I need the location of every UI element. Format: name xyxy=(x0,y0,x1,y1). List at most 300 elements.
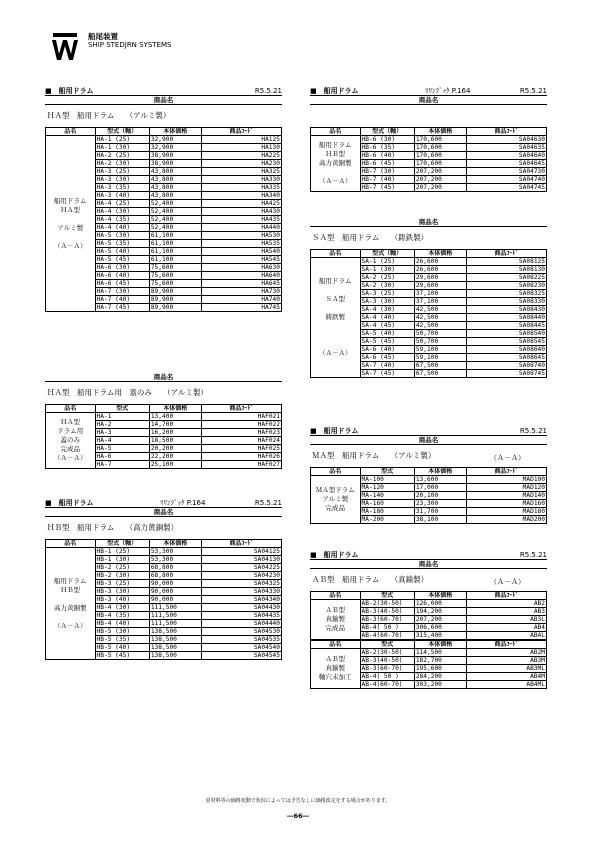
type-cell: HA-6 (30) xyxy=(95,264,149,272)
code-cell: HA430 xyxy=(201,208,281,216)
table-header-row xyxy=(311,250,547,258)
type-cell: AB-2(30-50) xyxy=(360,649,414,657)
col-type: 型式 xyxy=(360,641,414,649)
type-cell: HB-6 (30) xyxy=(360,136,414,144)
type-cell: HA-3 (30) xyxy=(95,176,149,184)
price-cell: 59,100 xyxy=(414,354,466,362)
item-label-line: 軸穴未加工 xyxy=(319,673,352,681)
item-label-line: （Ａ－Ａ） xyxy=(319,177,352,185)
price-cell: 20,200 xyxy=(149,445,201,453)
col-price: 本体価格 xyxy=(149,128,201,136)
col-price: 本体価格 xyxy=(414,128,466,136)
code-cell: HA540 xyxy=(201,248,281,256)
price-cell: 43,800 xyxy=(149,176,201,184)
item-label-line xyxy=(312,168,359,177)
code-cell: HA335 xyxy=(201,184,281,192)
price-cell: 20,100 xyxy=(414,492,466,500)
code-cell: HA125 xyxy=(201,136,281,144)
price-cell: 38,900 xyxy=(149,152,201,160)
code-cell: SA08325 xyxy=(466,290,546,298)
price-cell: 170,600 xyxy=(414,136,466,144)
code-cell: SA08440 xyxy=(466,314,546,322)
price-cell: 59,100 xyxy=(414,346,466,354)
type-cell: SA-4 (45) xyxy=(360,322,414,330)
price-cell: 194,200 xyxy=(414,608,466,616)
col-type: 型式（軸） xyxy=(95,128,149,136)
item-label-line: 真鍮製 xyxy=(325,664,346,672)
code-cell: HAF024 xyxy=(201,437,281,445)
price-cell: 32,900 xyxy=(149,136,201,144)
price-table xyxy=(310,249,547,378)
price-cell: 29,600 xyxy=(414,274,466,282)
code-cell: HA740 xyxy=(201,296,281,304)
item-label-cell xyxy=(311,600,361,640)
type-cell: HB-2 (30) xyxy=(95,572,149,580)
type-cell: HA-7 (40) xyxy=(95,296,149,304)
code-cell: HA530 xyxy=(201,232,281,240)
col-code: 商品ｺｰﾄﾞ xyxy=(466,641,546,649)
page-number: ―66― xyxy=(286,812,310,820)
type-cell: HB-5 (40) xyxy=(95,644,149,652)
col-price: 本体価格 xyxy=(149,405,201,413)
price-cell: 37,100 xyxy=(414,290,466,298)
code-cell: SA04740 xyxy=(466,176,546,184)
code-cell: MAD140 xyxy=(466,492,546,500)
item-label-cell xyxy=(46,413,96,469)
price-cell: 138,500 xyxy=(149,652,201,660)
ma-drum-block xyxy=(310,426,547,524)
code-cell: SA04330 xyxy=(201,588,281,596)
item-label-line xyxy=(312,286,359,295)
type-cell: HA-7 (30) xyxy=(95,288,149,296)
section-title: ＨＡ型 船用ドラム （アルミ製） xyxy=(47,111,171,120)
type-cell: SA-3 (30) xyxy=(360,298,414,306)
code-cell: HA340 xyxy=(201,192,281,200)
price-cell: 68,800 xyxy=(149,572,201,580)
item-label-line xyxy=(312,340,359,349)
code-cell: SA04645 xyxy=(466,160,546,168)
item-label-line: アルミ製 xyxy=(57,223,84,232)
code-cell: SA08445 xyxy=(466,322,546,330)
section-title: ＨＢ型 船用ドラム （高力黄銅製） xyxy=(47,523,179,532)
item-label-line: ＡＢ型 xyxy=(325,606,346,614)
item-label-line: 船用ドラム xyxy=(319,277,352,285)
price-cell: 18,500 xyxy=(149,437,201,445)
item-label-line: アルミ製 xyxy=(322,495,349,503)
col-type: 型式（軸） xyxy=(360,128,414,136)
block-title: ■ 船用ドラム xyxy=(310,87,359,95)
type-cell: HA-5 xyxy=(95,445,149,453)
code-cell: AB3ML xyxy=(466,665,546,673)
price-cell: 284,200 xyxy=(414,673,466,681)
col-code: 商品ｺｰﾄﾞ xyxy=(466,468,546,476)
price-cell: 207,200 xyxy=(414,184,466,192)
type-cell: HA-4 (35) xyxy=(95,216,149,224)
price-cell: 22,200 xyxy=(149,453,201,461)
price-cell: 23,300 xyxy=(414,500,466,508)
type-cell: HA-6 (40) xyxy=(95,272,149,280)
code-cell: SA08125 xyxy=(466,258,546,266)
type-cell: HA-5 (35) xyxy=(95,240,149,248)
section-title xyxy=(310,445,547,467)
price-cell: 50,700 xyxy=(414,330,466,338)
type-cell: SA-1 (25) xyxy=(360,258,414,266)
code-cell: SA08540 xyxy=(466,330,546,338)
item-label-line: ＨＢ型 xyxy=(60,585,81,594)
code-cell: HA545 xyxy=(201,256,281,264)
col-code: 商品ｺｰﾄﾞ xyxy=(466,128,546,136)
type-cell: HA-2 xyxy=(95,421,149,429)
code-cell: SA04545 xyxy=(201,652,281,660)
price-cell: 75,600 xyxy=(149,272,201,280)
section-title xyxy=(310,569,547,591)
item-label-line: （Ａ－Ａ） xyxy=(54,454,87,462)
code-cell: HA745 xyxy=(201,304,281,312)
code-cell: HAF022 xyxy=(201,421,281,429)
block-title: ■ 船用ドラム xyxy=(310,551,359,559)
price-table xyxy=(45,127,282,312)
item-label-line: ＨＡ型 xyxy=(60,205,81,214)
col-price: 本体価格 xyxy=(414,641,466,649)
table-header-row xyxy=(311,468,547,476)
col-code: 商品ｺｰﾄﾞ xyxy=(466,250,546,258)
price-table xyxy=(310,640,547,689)
block-date: R5.5.21 xyxy=(254,87,282,95)
item-label-cell xyxy=(311,649,361,689)
code-cell: HA535 xyxy=(201,240,281,248)
product-name-header: 商品名 xyxy=(45,373,282,382)
table-header-row xyxy=(46,128,282,136)
code-cell: MAD100 xyxy=(466,476,546,484)
type-cell: HA-1 (30) xyxy=(95,144,149,152)
item-label-line xyxy=(312,322,359,331)
price-cell: 126,000 xyxy=(414,600,466,608)
price-cell: 43,800 xyxy=(149,184,201,192)
price-cell: 170,600 xyxy=(414,144,466,152)
type-cell: AB-4(60-70) xyxy=(360,632,414,640)
section-aa: （Ａ－Ａ） xyxy=(490,578,525,586)
type-cell: AB-3(60-70) xyxy=(360,616,414,624)
code-cell: HAF021 xyxy=(201,413,281,421)
col-type: 型式 xyxy=(360,468,414,476)
price-cell: 52,400 xyxy=(149,216,201,224)
table-row xyxy=(46,548,282,556)
table-row xyxy=(311,258,547,266)
price-cell: 90,000 xyxy=(149,588,201,596)
product-name-header: 商品名 xyxy=(45,508,282,517)
col-item: 品名 xyxy=(311,128,361,136)
price-cell: 13,600 xyxy=(414,476,466,484)
item-label-line: 完成品 xyxy=(325,504,346,512)
code-cell: HA130 xyxy=(201,144,281,152)
ha-drum-block xyxy=(45,86,282,312)
code-cell: MAD160 xyxy=(466,500,546,508)
price-cell: 43,800 xyxy=(149,192,201,200)
price-cell: 61,100 xyxy=(149,248,201,256)
code-cell: SA04535 xyxy=(201,636,281,644)
item-label-line: 高力黄銅製 xyxy=(54,603,87,612)
item-label-cell xyxy=(311,476,361,524)
code-cell: SA08225 xyxy=(466,274,546,282)
company-name xyxy=(88,32,171,50)
code-cell: HA645 xyxy=(201,280,281,288)
price-cell: 43,800 xyxy=(149,168,201,176)
price-cell: 111,500 xyxy=(149,612,201,620)
type-cell: HA-6 xyxy=(95,453,149,461)
price-cell: 42,500 xyxy=(414,322,466,330)
price-cell: 52,400 xyxy=(149,208,201,216)
price-cell: 38,900 xyxy=(149,160,201,168)
item-label-line: 高力黄銅製 xyxy=(319,159,352,167)
price-cell: 111,500 xyxy=(149,604,201,612)
price-cell: 31,700 xyxy=(414,508,466,516)
code-cell: SA08645 xyxy=(466,354,546,362)
price-cell: 16,200 xyxy=(149,429,201,437)
col-code: 商品ｺｰﾄﾞ xyxy=(201,540,281,548)
code-cell: HA325 xyxy=(201,168,281,176)
block-date: R5.5.21 xyxy=(254,499,282,507)
type-cell: SA-2 (25) xyxy=(360,274,414,282)
table-row xyxy=(311,136,547,144)
type-cell: HA-6 (45) xyxy=(95,280,149,288)
col-price: 本体価格 xyxy=(414,592,466,600)
type-cell: HB-6 (40) xyxy=(360,152,414,160)
code-cell: SA04125 xyxy=(201,548,281,556)
type-cell: HA-1 (25) xyxy=(95,136,149,144)
code-cell: SA04530 xyxy=(201,628,281,636)
section-title: ＳＡ型 船用ドラム （鋳鉄製） xyxy=(312,233,429,242)
price-cell: 25,100 xyxy=(149,461,201,469)
price-cell: 37,100 xyxy=(414,298,466,306)
item-label-line: ＨＢ型 xyxy=(325,150,346,158)
type-cell: MA-120 xyxy=(360,484,414,492)
code-cell: SA04430 xyxy=(201,604,281,612)
col-item: 品名 xyxy=(46,128,96,136)
item-label-line: 船用ドラム xyxy=(54,576,87,585)
hb-drum-cont-block xyxy=(310,86,547,192)
price-cell: 26,600 xyxy=(414,266,466,274)
code-cell: SA08330 xyxy=(466,298,546,306)
col-item: 品名 xyxy=(46,540,96,548)
block-header xyxy=(310,550,547,560)
type-cell: HA-5 (30) xyxy=(95,232,149,240)
type-cell: HA-2 (30) xyxy=(95,160,149,168)
code-cell: AB2 xyxy=(466,600,546,608)
price-cell: 195,600 xyxy=(414,665,466,673)
price-cell: 50,700 xyxy=(414,338,466,346)
block-date: R5.5.21 xyxy=(519,551,547,559)
item-label-line: 完成品 xyxy=(325,624,346,632)
code-cell: HAF027 xyxy=(201,461,281,469)
type-cell: HB-5 (35) xyxy=(95,636,149,644)
col-item: 品名 xyxy=(46,405,96,413)
item-label-line: 船用ドラム xyxy=(319,141,352,149)
price-cell: 207,200 xyxy=(414,616,466,624)
price-table xyxy=(310,467,547,524)
code-cell: MAD200 xyxy=(466,516,546,524)
price-cell: 315,400 xyxy=(414,632,466,640)
type-cell: HA-7 (45) xyxy=(95,304,149,312)
col-code: 商品ｺｰﾄﾞ xyxy=(201,405,281,413)
type-cell: HB-3 (25) xyxy=(95,580,149,588)
item-label-line xyxy=(312,304,359,313)
item-label-line: ＭＡ型ドラム xyxy=(315,486,355,494)
code-cell: SA08745 xyxy=(466,370,546,378)
code-cell: MAD120 xyxy=(466,484,546,492)
type-cell: HA-4 xyxy=(95,437,149,445)
table-header-row xyxy=(311,128,547,136)
type-cell: AB-3(60-70) xyxy=(360,665,414,673)
code-cell: SA04340 xyxy=(201,596,281,604)
code-cell: SA04440 xyxy=(201,620,281,628)
company-name-jp: 船尾装置 xyxy=(88,32,118,41)
price-cell: 38,100 xyxy=(414,516,466,524)
code-cell: HA330 xyxy=(201,176,281,184)
item-label-line: （Ａ－Ａ） xyxy=(319,349,352,357)
col-type: 型式 xyxy=(360,592,414,600)
type-cell: HA-1 xyxy=(95,413,149,421)
type-cell: SA-2 (30) xyxy=(360,282,414,290)
type-cell: HB-3 (40) xyxy=(95,596,149,604)
price-cell: 67,500 xyxy=(414,362,466,370)
item-label-line: ＨＡ型 xyxy=(60,418,81,426)
code-cell: AB4M xyxy=(466,673,546,681)
table-row xyxy=(311,649,547,657)
price-cell: 138,500 xyxy=(149,636,201,644)
type-cell: HA-5 (40) xyxy=(95,248,149,256)
table-row xyxy=(311,600,547,608)
type-cell: SA-5 (45) xyxy=(360,338,414,346)
col-price: 本体価格 xyxy=(414,468,466,476)
type-cell: HB-1 (25) xyxy=(95,548,149,556)
col-code: 商品ｺｰﾄﾞ xyxy=(466,592,546,600)
item-label-cell xyxy=(46,548,96,660)
code-cell: SA04325 xyxy=(201,580,281,588)
price-table xyxy=(45,539,282,660)
price-cell: 90,000 xyxy=(149,580,201,588)
price-cell: 207,200 xyxy=(414,168,466,176)
code-cell: SA08230 xyxy=(466,282,546,290)
price-cell: 75,600 xyxy=(149,264,201,272)
price-cell: 17,000 xyxy=(414,484,466,492)
code-cell: HA230 xyxy=(201,160,281,168)
section-title xyxy=(310,105,547,127)
section-title-text: ＭＡ型 船用ドラム （アルミ製） xyxy=(312,451,436,460)
code-cell: SA04730 xyxy=(466,168,546,176)
price-cell: 52,400 xyxy=(149,200,201,208)
code-cell: SA04435 xyxy=(201,612,281,620)
type-cell: SA-4 (40) xyxy=(360,314,414,322)
item-label-line: 鋳鉄製 xyxy=(325,313,346,321)
item-label-line xyxy=(47,233,94,242)
price-cell: 170,600 xyxy=(414,160,466,168)
code-cell: AB3L xyxy=(466,616,546,624)
code-cell: MAD180 xyxy=(466,508,546,516)
type-cell: HB-1 (30) xyxy=(95,556,149,564)
type-cell: HB-4 (30) xyxy=(95,604,149,612)
col-item: 品名 xyxy=(311,250,361,258)
price-cell: 89,900 xyxy=(149,304,201,312)
table-header-row xyxy=(311,592,547,600)
type-cell: MA-200 xyxy=(360,516,414,524)
col-code: 商品ｺｰﾄﾞ xyxy=(201,128,281,136)
code-cell: SA08430 xyxy=(466,306,546,314)
type-cell: HA-5 (45) xyxy=(95,256,149,264)
code-cell: HA640 xyxy=(201,272,281,280)
type-cell: HA-4 (40) xyxy=(95,224,149,232)
price-cell: 52,400 xyxy=(149,224,201,232)
ha-lid-block xyxy=(45,373,282,469)
item-label-line xyxy=(47,215,94,224)
section-title: ＨＡ型 船用ドラム用 蓋のみ （アルミ製） xyxy=(47,388,208,397)
code-cell: HA425 xyxy=(201,200,281,208)
type-cell: SA-4 (30) xyxy=(360,306,414,314)
type-cell: MA-160 xyxy=(360,500,414,508)
code-cell: SA04230 xyxy=(201,572,281,580)
type-cell: HA-3 xyxy=(95,429,149,437)
company-name-en: SHIP STEDJRN SYSTEMS xyxy=(88,41,172,49)
price-cell: 67,500 xyxy=(414,370,466,378)
table-header-row xyxy=(46,405,282,413)
type-cell: HB-4 (35) xyxy=(95,612,149,620)
type-cell: HB-2 (25) xyxy=(95,564,149,572)
type-cell: HB-7 (45) xyxy=(360,184,414,192)
code-cell: SA04745 xyxy=(466,184,546,192)
price-cell: 61,100 xyxy=(149,240,201,248)
price-cell: 114,500 xyxy=(414,649,466,657)
type-cell: HB-4 (40) xyxy=(95,620,149,628)
type-cell: SA-7 (40) xyxy=(360,362,414,370)
company-logo xyxy=(50,30,80,64)
code-cell: AB3 xyxy=(466,608,546,616)
type-cell: AB-3(40-50) xyxy=(360,608,414,616)
type-cell: SA-6 (45) xyxy=(360,354,414,362)
type-cell: HB-6 (35) xyxy=(360,144,414,152)
code-cell: AB2M xyxy=(466,649,546,657)
type-cell: SA-5 (40) xyxy=(360,330,414,338)
price-table xyxy=(310,127,547,192)
hb-drum-block xyxy=(45,498,282,660)
code-cell: HAF025 xyxy=(201,445,281,453)
price-cell: 303,200 xyxy=(414,681,466,689)
code-cell: AB4 xyxy=(466,624,546,632)
item-label-line: ＳＡ型 xyxy=(325,295,346,303)
item-label-line: 蓋のみ xyxy=(60,436,81,444)
code-cell: HA435 xyxy=(201,216,281,224)
block-ref: ﾏﾘﾝﾌﾞｯｸ P.164 xyxy=(160,499,206,507)
col-type: 型式 xyxy=(95,405,149,413)
col-item: 品名 xyxy=(311,641,361,649)
col-type: 型式（軸） xyxy=(95,540,149,548)
price-cell: 61,100 xyxy=(149,232,201,240)
block-title: ■ 船用ドラム xyxy=(45,87,94,95)
price-cell: 306,600 xyxy=(414,624,466,632)
price-cell: 61,100 xyxy=(149,256,201,264)
type-cell: HB-5 (45) xyxy=(95,652,149,660)
code-cell: SA04225 xyxy=(201,564,281,572)
code-cell: SA08640 xyxy=(466,346,546,354)
type-cell: HB-3 (30) xyxy=(95,588,149,596)
code-cell: SA04130 xyxy=(201,556,281,564)
price-cell: 170,600 xyxy=(414,152,466,160)
block-date: R5.5.21 xyxy=(519,427,547,435)
type-cell: HA-3 (25) xyxy=(95,168,149,176)
price-cell: 13,400 xyxy=(149,413,201,421)
code-cell: SA04630 xyxy=(466,136,546,144)
price-cell: 26,600 xyxy=(414,258,466,266)
code-cell: SA04640 xyxy=(466,152,546,160)
type-cell: HA-3 (40) xyxy=(95,192,149,200)
